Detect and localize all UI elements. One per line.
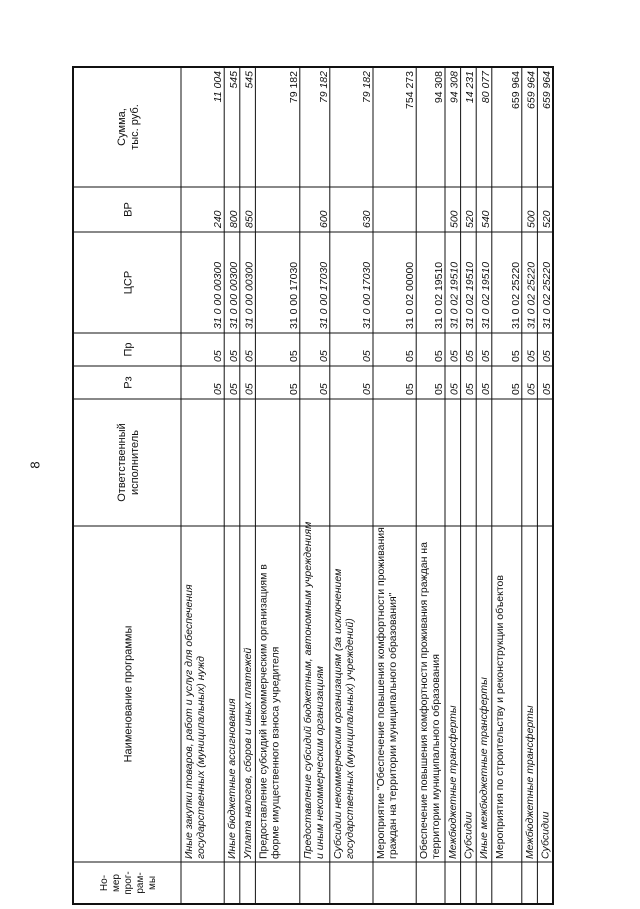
row-pr: 05 (448, 350, 461, 362)
row-sum: 659 964 (509, 71, 522, 109)
header-sum: Сумма, (115, 108, 128, 146)
header-vr: ВР (122, 202, 135, 217)
row-rz: 05 (479, 383, 492, 395)
row-csr: 31 0 02 25220 (525, 261, 538, 329)
budget-table-rotated (73, 67, 553, 904)
row-pr: 05 (317, 350, 330, 362)
header-number: мы (147, 875, 158, 891)
header-executor: Ответственный (115, 423, 128, 502)
row-pr: 05 (479, 350, 492, 362)
row-csr: 31 0 00 00300 (243, 261, 256, 329)
row-name: форме имущественного взноса учредителя (269, 646, 282, 859)
page-number: 8 (27, 461, 43, 469)
header-number: Но- (99, 874, 110, 892)
row-rz: 05 (317, 383, 330, 395)
row-pr: 05 (525, 350, 538, 362)
row-pr: 05 (227, 350, 240, 362)
row-csr: 31 0 00 17030 (287, 261, 300, 329)
row-name: государственных (муниципальных) нужд (195, 656, 207, 859)
row-csr: 31 0 02 19510 (464, 261, 477, 329)
row-pr: 05 (509, 350, 522, 362)
budget-table (72, 66, 554, 905)
header-number: рам- (135, 872, 146, 894)
row-pr: 05 (464, 350, 477, 362)
row-rz: 05 (525, 383, 538, 395)
header-number: мер (111, 874, 122, 892)
row-name: территории муниципального образования (430, 654, 443, 859)
row-sum: 659 964 (541, 71, 553, 109)
header-pr: Пр (122, 342, 135, 357)
row-sum: 11 004 (212, 71, 225, 103)
row-sum: 754 273 (404, 71, 417, 109)
header-sum: тыс. руб. (129, 104, 141, 150)
row-vr: 520 (464, 210, 477, 228)
row-name: Предоставление субсидий бюджетным, автономным учреждениям (301, 521, 314, 859)
row-pr: 05 (243, 350, 256, 362)
row-name: Мероприятия по строительству и реконструкции объектов (493, 575, 506, 859)
row-sum: 94 308 (448, 71, 461, 104)
row-pr: 05 (433, 350, 445, 362)
row-vr: 630 (361, 210, 373, 228)
row-rz: 05 (404, 383, 417, 395)
row-csr: 31 0 02 25220 (509, 261, 522, 329)
row-rz: 05 (464, 383, 477, 395)
row-sum: 79 182 (317, 71, 330, 104)
row-rz: 05 (212, 383, 225, 395)
row-pr: 05 (212, 350, 225, 362)
row-csr: 31 0 00 17030 (361, 261, 373, 329)
row-pr: 05 (541, 350, 553, 362)
row-csr: 31 0 02 00000 (404, 261, 417, 329)
row-sum: 79 182 (361, 71, 373, 104)
row-csr: 31 0 02 19510 (448, 261, 461, 329)
row-name: Мероприятие "Обеспечение повышения комфортности проживания (375, 527, 387, 859)
row-vr: 800 (227, 210, 240, 228)
row-name: Межбюджетные трансферты (447, 705, 459, 859)
row-rz: 05 (243, 383, 256, 395)
row-csr: 31 0 02 19510 (433, 261, 445, 329)
row-vr: 500 (525, 210, 538, 228)
row-name: Иные межбюджетные трансферты (478, 677, 491, 859)
row-vr: 240 (212, 210, 225, 228)
row-rz: 05 (541, 383, 553, 395)
header-number: прог- (123, 871, 134, 895)
row-sum: 80 077 (479, 71, 492, 104)
row-name: Иные закупки товаров, работ и услуг для обеспечения (183, 584, 195, 859)
row-name: Субсидии (462, 811, 475, 859)
row-name: Субсидии некоммерческим организациям (за исключением (331, 568, 344, 859)
row-csr: 31 0 02 19510 (479, 261, 492, 329)
row-name: граждан на территории муниципального образования" (387, 592, 399, 859)
row-sum: 79 182 (287, 71, 300, 104)
row-rz: 05 (287, 383, 300, 395)
row-vr: 850 (243, 210, 256, 228)
row-sum: 659 964 (525, 71, 538, 109)
row-name: Предоставление субсидий некоммерческим организациям в (257, 564, 270, 859)
header-executor: исполнитель (129, 430, 141, 495)
row-rz: 05 (448, 383, 461, 395)
row-sum: 14 231 (464, 71, 477, 104)
row-sum: 94 308 (433, 71, 445, 104)
header-name: Наименование программы (122, 625, 135, 763)
row-csr: 31 0 00 00300 (227, 261, 240, 329)
row-rz: 05 (227, 383, 240, 395)
row-pr: 05 (287, 350, 300, 362)
row-rz: 05 (433, 383, 445, 395)
row-name: государственных (муниципальных) учреждений) (343, 618, 356, 859)
row-name: Субсидии (539, 811, 552, 859)
row-pr: 05 (361, 350, 373, 362)
row-name: Обеспечение повышения комфортности проживания граждан на (418, 542, 431, 859)
row-csr: 31 0 00 00300 (212, 261, 225, 329)
row-name: Уплата налогов, сборов и иных платежей (241, 647, 254, 859)
header-csr: ЦСР (122, 270, 135, 295)
row-name: Межбюджетные трансферты (523, 705, 536, 859)
row-vr: 540 (479, 210, 492, 228)
row-name: Иные бюджетные ассигнования (226, 698, 239, 859)
header-rz: Рз (122, 376, 135, 389)
row-rz: 05 (361, 383, 373, 395)
row-sum: 545 (227, 71, 240, 89)
row-name: и иным некоммерческим организациям (313, 665, 326, 859)
row-vr: 500 (448, 210, 461, 228)
row-rz: 05 (509, 383, 522, 395)
row-pr: 05 (404, 350, 417, 362)
row-csr: 31 0 00 17030 (317, 261, 330, 329)
row-sum: 545 (243, 71, 256, 89)
row-csr: 31 0 02 25220 (541, 261, 553, 329)
row-vr: 600 (317, 210, 330, 228)
row-vr: 520 (541, 210, 553, 228)
